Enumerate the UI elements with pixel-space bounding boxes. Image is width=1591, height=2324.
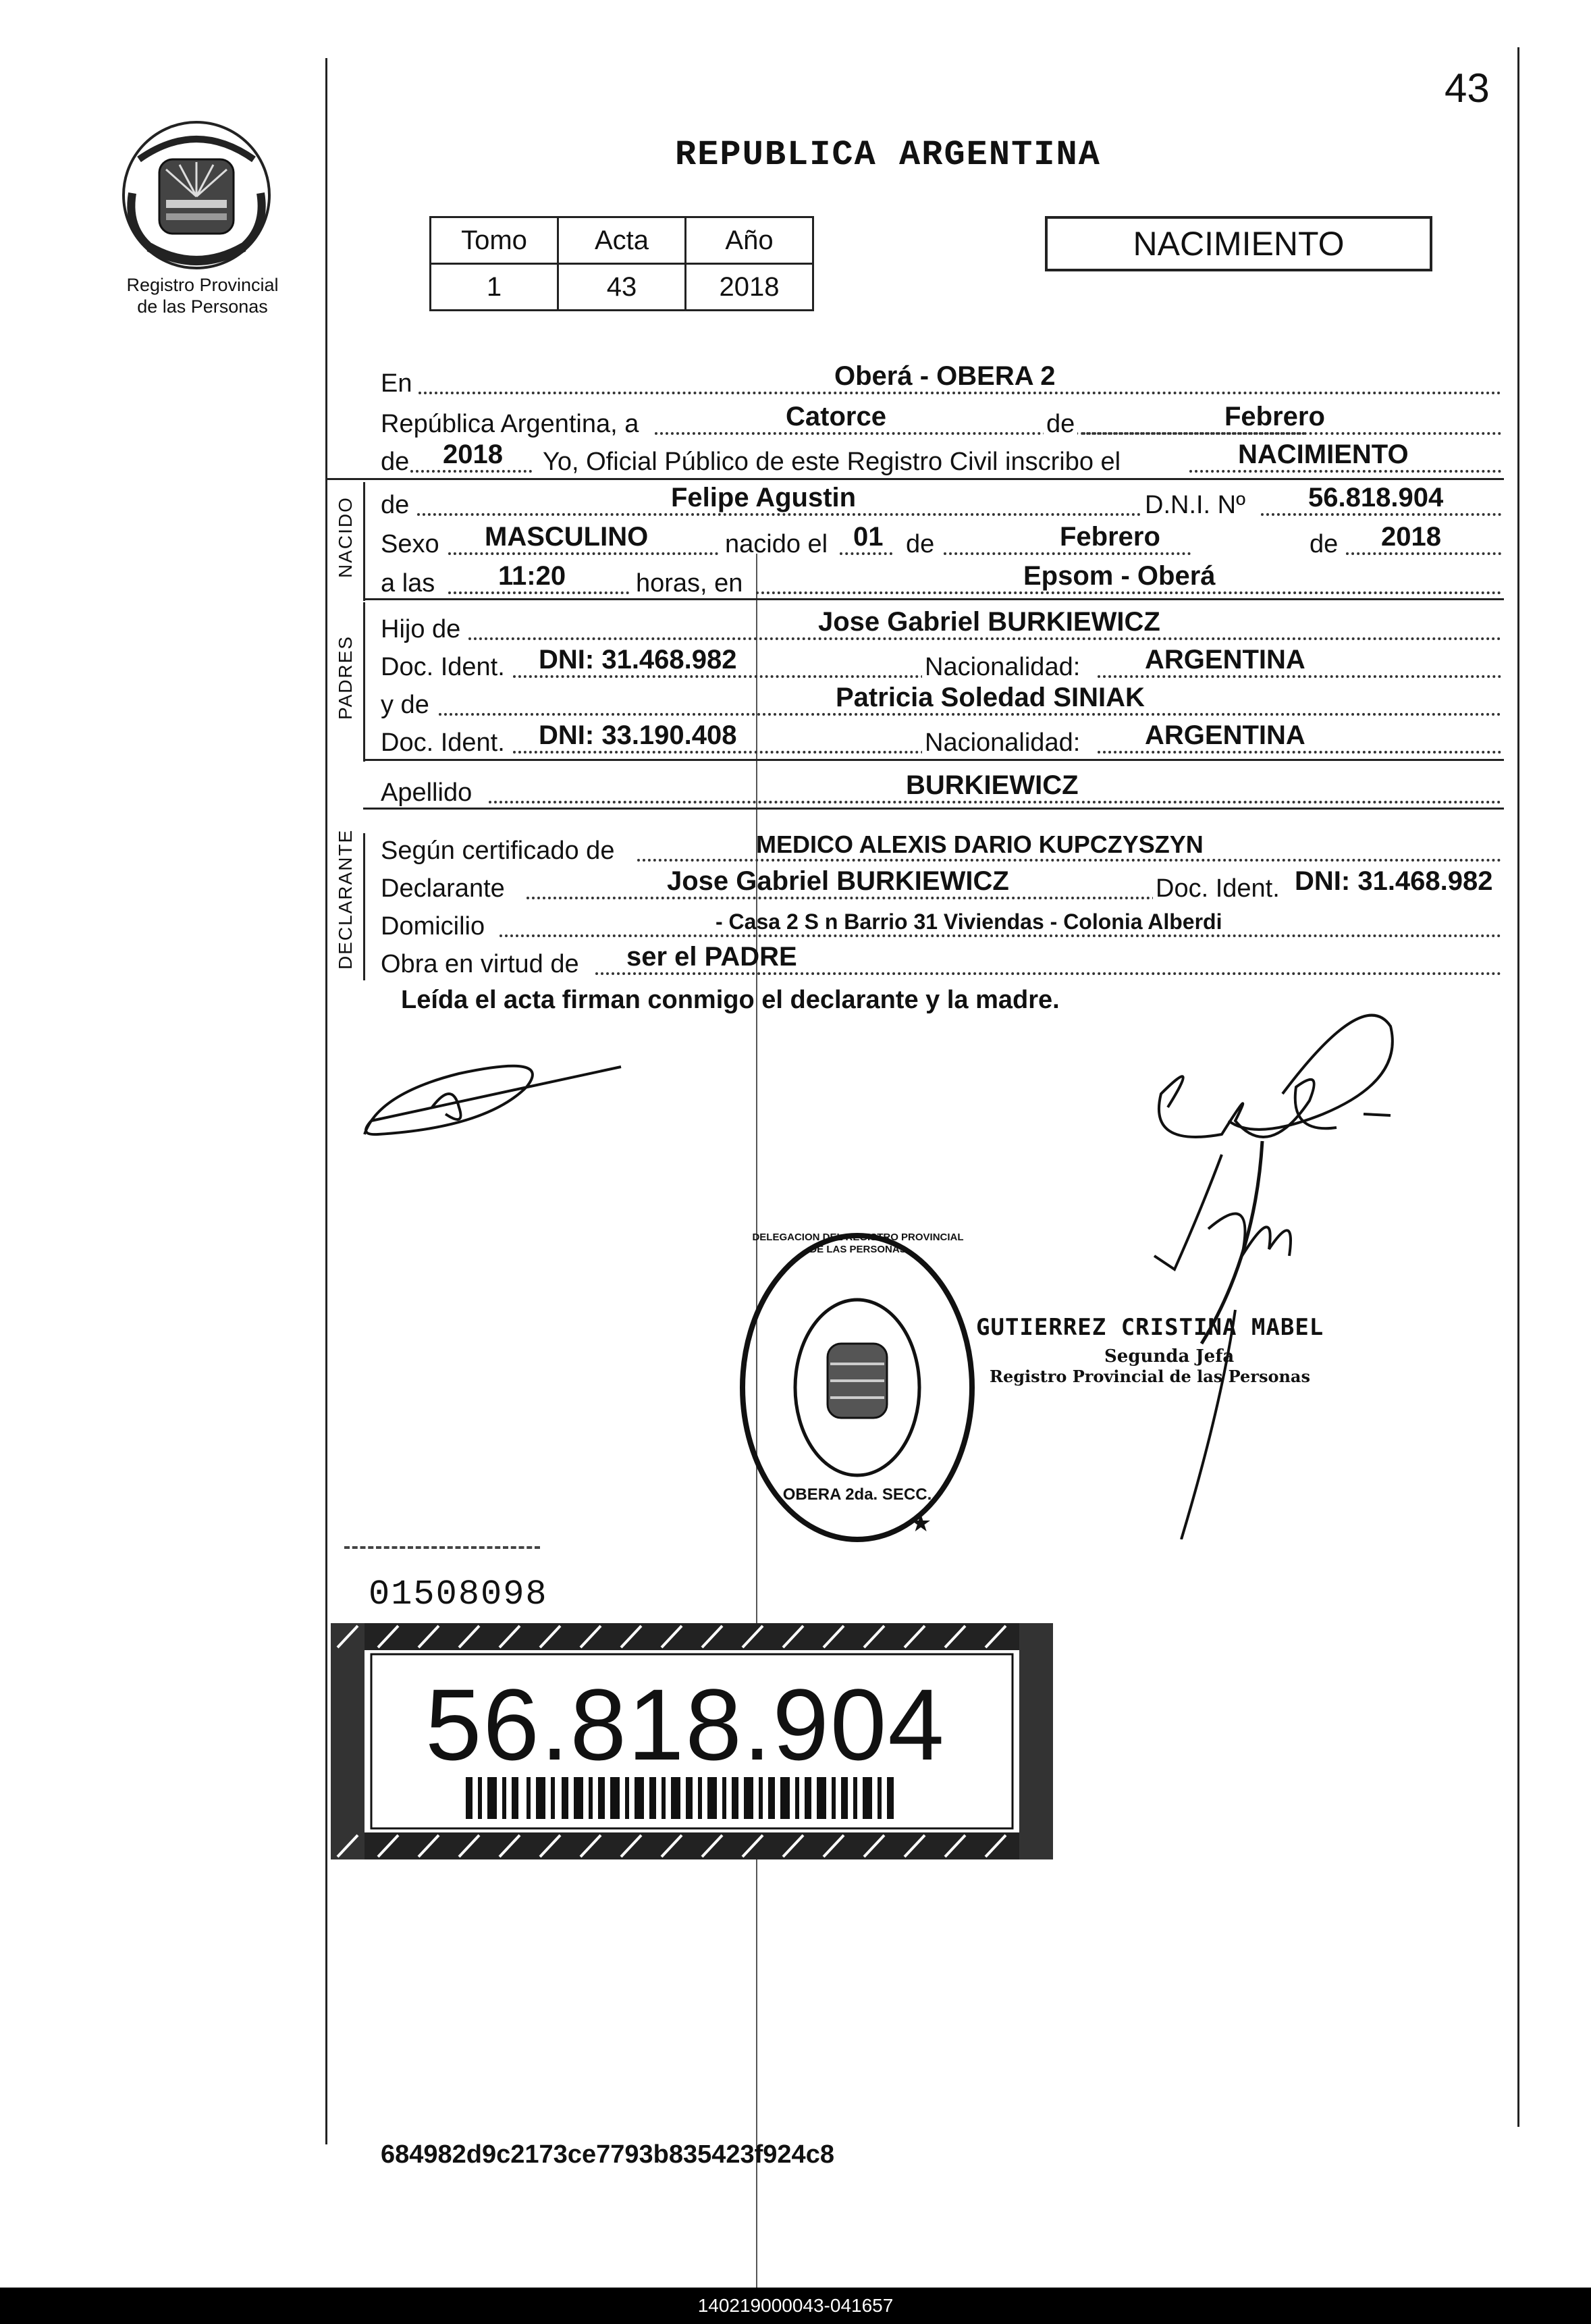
row-madre-doc [381,717,1501,760]
row-hora [381,558,1501,601]
label-domicilio: Domicilio [381,912,485,941]
label-de-mes: de [1044,410,1077,439]
header-tomo: Tomo [431,217,558,264]
label-obra: Obra en virtud de [381,950,579,978]
label-republica: República Argentina, a [381,410,639,438]
value-sexo: MASCULINO [485,522,649,552]
value-domicilio: - Casa 2 S n Barrio 31 Viviendas - Colonia Alberdi [716,909,1222,934]
left-margin-line [325,58,327,2144]
label-nacido-el: nacido el [725,530,828,558]
svg-text:★: ★ [910,1510,932,1537]
label-de-anio: de [381,448,410,476]
section-declarante: DECLARANTE [335,828,356,970]
label-en: En [381,369,412,398]
section-nacido: NACIDO [335,496,356,578]
acta-table-header-row [431,217,813,264]
label-nac-padre: Nacionalidad: [922,653,1083,682]
value-mes: Febrero [1224,402,1325,431]
separator-2 [363,598,1504,600]
value-madre-nac: ARGENTINA [1145,720,1305,750]
value-anio-nac: 2018 [1381,522,1441,552]
padres-bracket [363,602,365,762]
label-declarante: Declarante [381,874,505,903]
separator-3 [363,759,1504,761]
value-padre-nac: ARGENTINA [1145,645,1305,675]
signature-right [1121,986,1418,1539]
row-padre-doc [381,641,1501,685]
row-obra [381,939,1501,982]
footer-id: 140219000043-041657 [0,2288,1591,2324]
value-lugar: Oberá - OBERA 2 [834,361,1056,391]
barcode-number: 56.818.904 [425,1668,946,1781]
separator-4 [363,808,1504,810]
right-margin-line [1517,47,1519,2127]
registry-name [101,274,304,317]
value-lugar-nac: Epsom - Oberá [1023,561,1216,591]
value-certificado: MEDICO ALEXIS DARIO KUPCZYSZYN [756,830,1204,858]
label-doc-padre: Doc. Ident. [381,653,505,681]
value-anio: 2018 [443,440,503,469]
serial-number: 01508098 [369,1575,548,1614]
label-hijo-de: Hijo de [381,615,461,643]
value-apellido: BURKIEWICZ [906,770,1079,800]
row-y-de [381,679,1501,722]
row-fecha [381,398,1501,442]
label-horas-en: horas, en [636,569,743,598]
stamp-outer-text: DELEGACION DEL REGISTRO PROVINCIAL DE LAS PERSONAS [752,1232,964,1255]
official-role: Segunda Jefa [1104,1346,1235,1367]
value-dni: 56.818.904 [1308,483,1444,512]
acta-table-value-row [431,264,813,311]
label-de-anionac: de [1307,530,1341,559]
value-acta: 43 [558,264,686,311]
row-domicilio [381,901,1501,944]
page-number: 43 [1445,65,1490,111]
value-nombre: Felipe Agustin [671,483,857,512]
value-madre-doc: DNI: 33.190.408 [539,720,737,750]
stamp-official [976,1314,1324,1386]
page-title: REPUBLICA ARGENTINA [675,135,1101,175]
label-nac-madre: Nacionalidad: [922,729,1083,758]
label-yo: Yo, Oficial Público de este Registro Civil inscribo el [543,448,1121,476]
value-madre: Patricia Soledad SINIAK [836,683,1145,712]
value-tipo: NACIMIENTO [1238,440,1409,469]
value-declarante-doc: DNI: 31.468.982 [1295,866,1493,896]
row-sexo [381,519,1501,562]
header-anio: Año [686,217,813,264]
row-apellido [381,767,1501,810]
registry-line-2: de las Personas [137,296,268,317]
value-obra: ser el PADRE [626,942,797,972]
nacido-bracket [363,482,365,601]
row-hijo-de [381,604,1501,647]
label-apellido: Apellido [381,778,473,807]
section-padres: PADRES [335,635,356,720]
value-dia-nac: 01 [853,522,884,552]
label-de-mesnac: de [906,530,935,558]
acta-table [429,216,814,311]
value-declarante: Jose Gabriel BURKIEWICZ [667,866,1009,896]
label-segun: Según certificado de [381,837,615,865]
label-doc-declarante: Doc. Ident. [1153,874,1283,903]
stamp-inner-text: OBERA 2da. SECC. [782,1485,932,1504]
label-dni: D.N.I. Nº [1142,491,1248,520]
official-office: Registro Provincial de las Personas [990,1367,1310,1386]
label-a-las: a las [381,569,435,598]
value-mes-nac: Febrero [1060,522,1160,552]
scan-marks [344,1546,540,1556]
signature-left [351,1053,635,1148]
value-padre-doc: DNI: 31.468.982 [539,645,737,675]
value-hora: 11:20 [498,561,566,591]
value-padre: Jose Gabriel BURKIEWICZ [818,607,1160,637]
label-doc-madre: Doc. Ident. [381,729,505,757]
label-y-de: y de [381,691,429,719]
row-inscripcion [381,436,1501,479]
label-sexo: Sexo [381,530,439,558]
row-en [381,358,1501,401]
row-nombre [381,479,1501,523]
barcode-label [331,1623,1053,1859]
label-de-nombre: de [381,491,410,519]
row-segun [381,825,1501,868]
value-anio: 2018 [686,264,813,311]
coat-of-arms-icon [119,119,274,271]
province-logo [119,119,274,271]
row-declarante [381,863,1501,906]
value-tomo: 1 [431,264,558,311]
document-hash: 684982d9c2173ce7793b835423f924c8 [381,2140,834,2169]
value-dia: Catorce [786,402,886,431]
official-name: GUTIERREZ CRISTINA MABEL [976,1314,1324,1341]
registry-line-1: Registro Provincial [126,275,279,295]
header-acta: Acta [558,217,686,264]
record-type-box: NACIMIENTO [1045,216,1432,271]
reading-note: Leída el acta firman conmigo el declarante y la madre. [401,986,1060,1014]
declarante-bracket [363,833,365,980]
stamp-delegacion [736,1229,979,1546]
